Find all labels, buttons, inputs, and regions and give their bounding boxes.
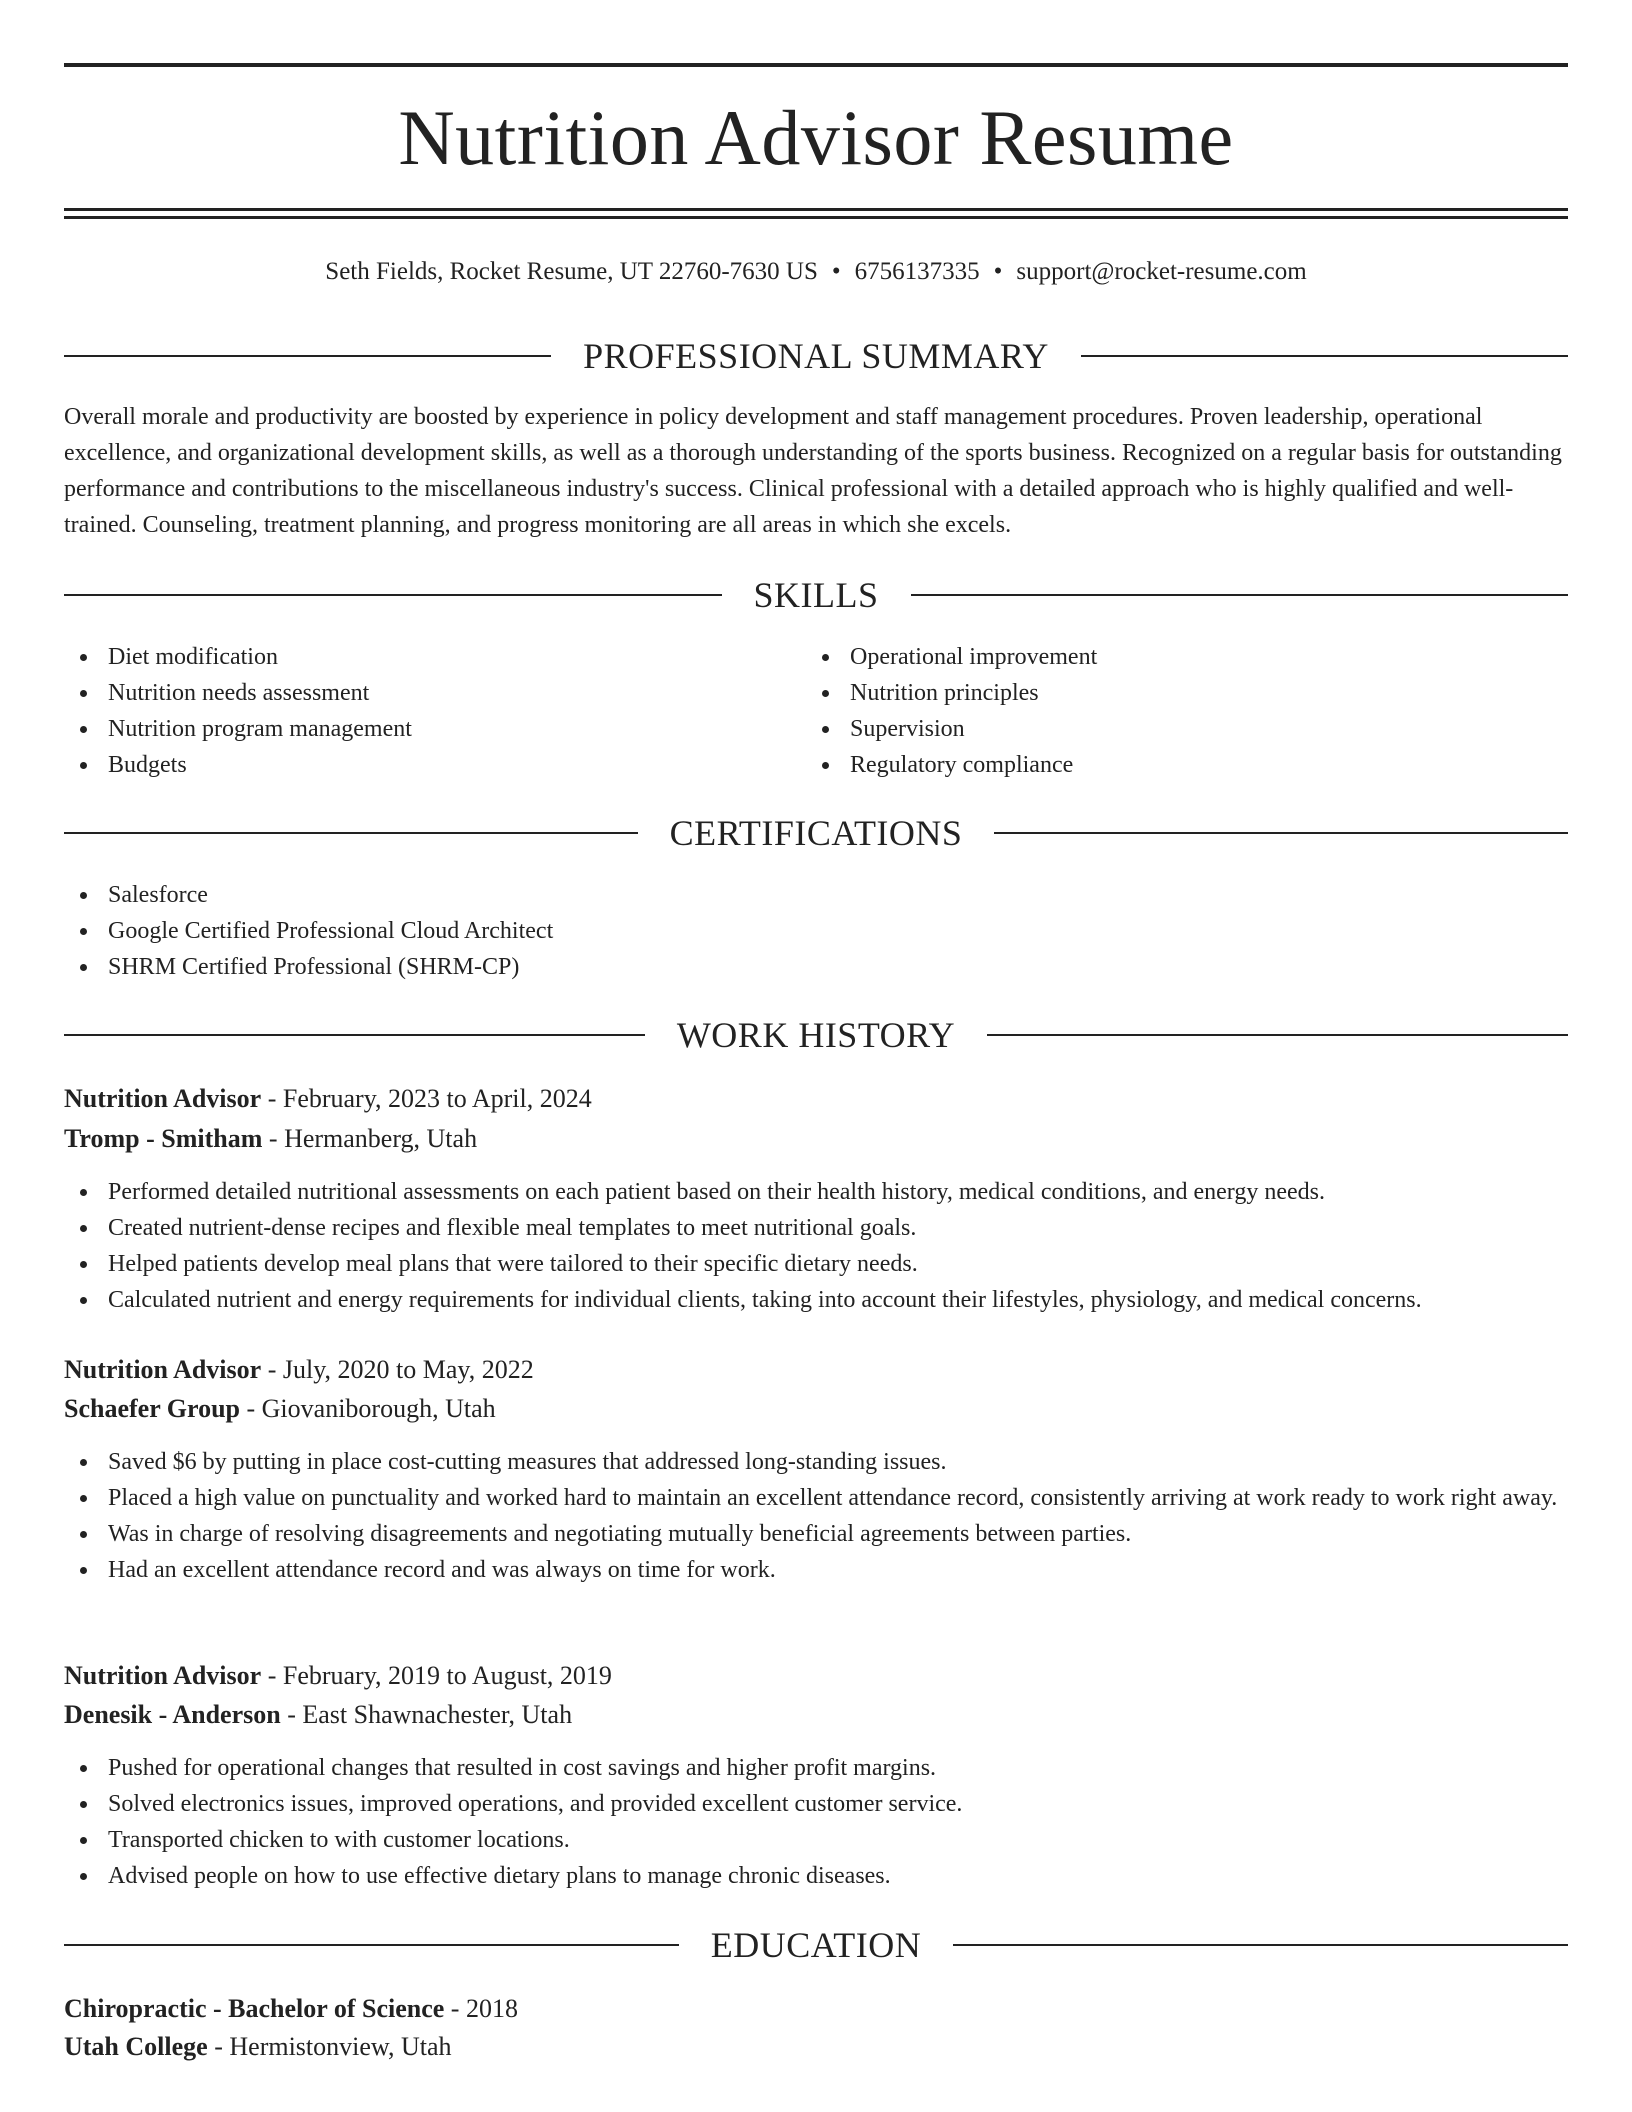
dash: -: [239, 1394, 262, 1423]
certifications-list: [64, 877, 1568, 985]
job-bullet: Placed a high value on punctuality and worked hard to maintain an excellent attendance record, consistently arriving at work ready to work right away.: [64, 1480, 1568, 1516]
job-company: Denesik - Anderson: [64, 1700, 281, 1729]
job-bullet: Solved electronics issues, improved operations, and provided excellent customer service.: [64, 1786, 1568, 1822]
dash: -: [444, 1994, 466, 2023]
job-title: Nutrition Advisor: [64, 1084, 262, 1113]
contact-address: Seth Fields, Rocket Resume, UT 22760-7630 US: [325, 258, 818, 285]
heading-rule-left: [64, 832, 638, 834]
summary-paragraph: Overall morale and productivity are boosted by experience in policy development and staff management procedures. Proven leadership, operational excellence, and organizational development skills, as well as a thorough understanding of the sports business. Recognized on a regular basis for outstanding performance and contributions to the miscellaneous industry's success. Clinical professional with a detailed approach who is highly qualified and well-trained. Counseling, treatment planning, and progress monitoring are all areas in which she excels.: [64, 404, 1562, 538]
job-bullet: Created nutrient-dense recipes and flexible meal templates to meet nutritional goals.: [64, 1210, 1568, 1246]
job-bullet: Had an excellent attendance record and was always on time for work.: [64, 1552, 1568, 1588]
job-location: Hermanberg, Utah: [284, 1124, 478, 1153]
dash: -: [262, 1124, 285, 1153]
job-bullet: Transported chicken to with customer locations.: [64, 1822, 1568, 1858]
skill-item: Diet modification: [64, 639, 804, 675]
title-double-rule-upper: [64, 208, 1568, 211]
skill-item: Operational improvement: [806, 639, 1546, 675]
dash: -: [261, 1661, 283, 1690]
section-heading-summary: [64, 334, 1568, 378]
skill-item: Supervision: [806, 711, 1546, 747]
job-company: Tromp - Smitham: [64, 1124, 263, 1153]
contact-phone: 6756137335: [854, 258, 980, 285]
heading-rule-right: [1081, 355, 1568, 357]
section-title: PROFESSIONAL SUMMARY: [583, 336, 1049, 376]
skill-item: Nutrition principles: [806, 675, 1546, 711]
job-bullet: Advised people on how to use effective dietary plans to manage chronic diseases.: [64, 1858, 1568, 1894]
title-double-rule-lower: [64, 216, 1568, 219]
job-title-line: [64, 1079, 1568, 1119]
heading-rule-right: [987, 1034, 1568, 1036]
skill-item: Budgets: [64, 747, 804, 783]
heading-rule-right: [994, 832, 1568, 834]
job-bullets: [64, 1444, 1568, 1588]
job-bullet: Was in charge of resolving disagreements and negotiating mutually beneficial agreements between parties.: [64, 1516, 1568, 1552]
section-title: WORK HISTORY: [676, 1015, 956, 1055]
dash: -: [261, 1084, 283, 1113]
education-school-line: [64, 2027, 1568, 2067]
certification-item: SHRM Certified Professional (SHRM-CP): [64, 949, 1568, 985]
job-location: Giovaniborough, Utah: [261, 1394, 496, 1423]
section-title: SKILLS: [753, 575, 879, 615]
job-dates: February, 2023 to April, 2024: [282, 1084, 592, 1113]
education-location: Hermistonview, Utah: [229, 2032, 452, 2061]
job-bullets: [64, 1750, 1568, 1894]
section-heading-certifications: [64, 811, 1568, 855]
skill-item: Regulatory compliance: [806, 747, 1546, 783]
job-title-line: [64, 1656, 1568, 1696]
job-bullet: Saved $6 by putting in place cost-cutting measures that addressed long-standing issues.: [64, 1444, 1568, 1480]
education-degree-line: [64, 1989, 1568, 2029]
top-rule: [64, 63, 1568, 67]
job-company-line: [64, 1119, 1568, 1159]
dash: -: [207, 2032, 230, 2061]
job-company-line: [64, 1389, 1568, 1429]
heading-rule-left: [64, 1944, 679, 1946]
dash: -: [261, 1355, 283, 1384]
heading-rule-right: [953, 1944, 1568, 1946]
job-bullet: Calculated nutrient and energy requirements for individual clients, taking into account their lifestyles, physiology, and medical concerns.: [64, 1282, 1568, 1318]
contact-email: support@rocket-resume.com: [1016, 258, 1307, 285]
job-title: Nutrition Advisor: [64, 1355, 262, 1384]
job-bullet: Helped patients develop meal plans that were tailored to their specific dietary needs.: [64, 1246, 1568, 1282]
job-company: Schaefer Group: [64, 1394, 240, 1423]
job-dates: February, 2019 to August, 2019: [282, 1661, 612, 1690]
heading-rule-left: [64, 1034, 645, 1036]
job-title-line: [64, 1350, 1568, 1390]
job-dates: July, 2020 to May, 2022: [282, 1355, 534, 1384]
skill-item: Nutrition needs assessment: [64, 675, 804, 711]
contact-separator: •: [993, 258, 1003, 285]
certification-item: Salesforce: [64, 877, 1568, 913]
education-year: 2018: [465, 1994, 518, 2023]
skills-list-right: [806, 639, 1546, 783]
contact-line: [64, 255, 1568, 289]
education-school: Utah College: [64, 2032, 208, 2061]
education-degree: Chiropractic - Bachelor of Science: [64, 1994, 445, 2023]
section-heading-skills: [64, 573, 1568, 617]
section-title: EDUCATION: [710, 1925, 922, 1965]
heading-rule-left: [64, 594, 722, 596]
heading-rule-right: [911, 594, 1569, 596]
job-bullet: Performed detailed nutritional assessments on each patient based on their health history, medical conditions, and energy needs.: [64, 1174, 1568, 1210]
skill-item: Nutrition program management: [64, 711, 804, 747]
contact-separator: •: [831, 258, 841, 285]
job-bullet: Pushed for operational changes that resulted in cost savings and higher profit margins.: [64, 1750, 1568, 1786]
certification-item: Google Certified Professional Cloud Architect: [64, 913, 1568, 949]
job-bullets: [64, 1174, 1568, 1318]
job-title: Nutrition Advisor: [64, 1661, 262, 1690]
job-location: East Shawnachester, Utah: [302, 1700, 573, 1729]
dash: -: [280, 1700, 303, 1729]
heading-rule-left: [64, 355, 551, 357]
section-heading-work-history: [64, 1013, 1568, 1057]
section-heading-education: [64, 1923, 1568, 1967]
page-title: Nutrition Advisor Resume: [398, 94, 1234, 181]
section-title: CERTIFICATIONS: [669, 813, 963, 853]
job-company-line: [64, 1695, 1568, 1735]
skills-list-left: [64, 639, 804, 783]
